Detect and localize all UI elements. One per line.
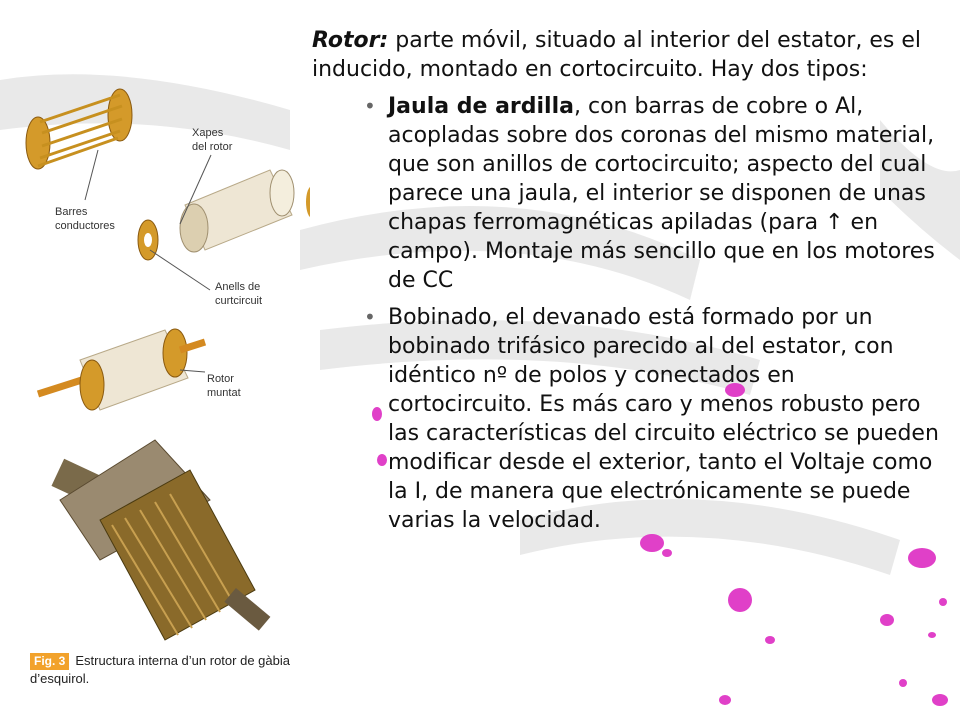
figure-number-badge: Fig. 3 — [30, 653, 69, 670]
bullet-item-bobinado — [312, 303, 942, 535]
intro-paragraph — [312, 26, 942, 84]
label-barres-line2: conductores — [55, 220, 115, 232]
bullet-dot-icon: • — [364, 94, 376, 118]
label-rotor-line1: Rotor — [207, 373, 234, 385]
label-xapes-line1: Xapes — [192, 127, 224, 139]
figure-caption — [30, 652, 310, 687]
bullet-list — [312, 92, 942, 535]
label-anells — [215, 280, 262, 308]
label-rotor — [207, 372, 241, 400]
label-barres — [55, 205, 115, 233]
figure-caption-text: Estructura interna d’un rotor de gàbia d’esquirol. — [30, 653, 290, 686]
bullet-dot-icon: • — [364, 305, 376, 329]
label-barres-line1: Barres — [55, 206, 88, 218]
slide-body — [312, 26, 942, 543]
wound-rotor-photo — [51, 440, 270, 640]
bullet-text: Bobinado, el devanado está formado por un bobinado trifásico parecido al del estator, con idéntico nº de polos y conectados en cortocircuito. Es más caro y menos robusto pero las características del circuito eléctrico se pueden modificar desde el exterior, tanto el Voltaje como la I, de manera que electrónicamente se puede varias la velocidad. — [388, 305, 939, 533]
squirrel-cage-image — [26, 89, 132, 169]
bullet-item-jaula — [312, 92, 942, 295]
label-anells-line2: curtcircuit — [215, 295, 263, 307]
label-anells-line1: Anells de — [215, 281, 261, 293]
rotor-illustration — [0, 0, 310, 720]
assembled-rotor-image — [38, 329, 205, 410]
label-xapes — [192, 126, 232, 154]
rotor-figure — [0, 0, 310, 720]
label-xapes-line2: del rotor — [192, 141, 233, 153]
bullet-lead: Jaula de ardilla — [388, 94, 574, 119]
label-rotor-line2: muntat — [207, 387, 241, 399]
intro-text: parte móvil, situado al interior del estator, es el inducido, montado en cortocircuito. Hay dos tipos: — [312, 28, 921, 82]
bullet-text: , con barras de cobre o Al, acopladas sobre dos coronas del mismo material, que son anillos de cortocircuito; aspecto del cual parece una jaula, el interior se disponen de unas chapas ferromagnéticas apiladas (para ↑ en campo). Montaje más sencillo que en los motores de CC — [388, 94, 935, 293]
intro-lead: Rotor: — [312, 28, 389, 53]
rotor-laminations-image — [180, 170, 294, 252]
